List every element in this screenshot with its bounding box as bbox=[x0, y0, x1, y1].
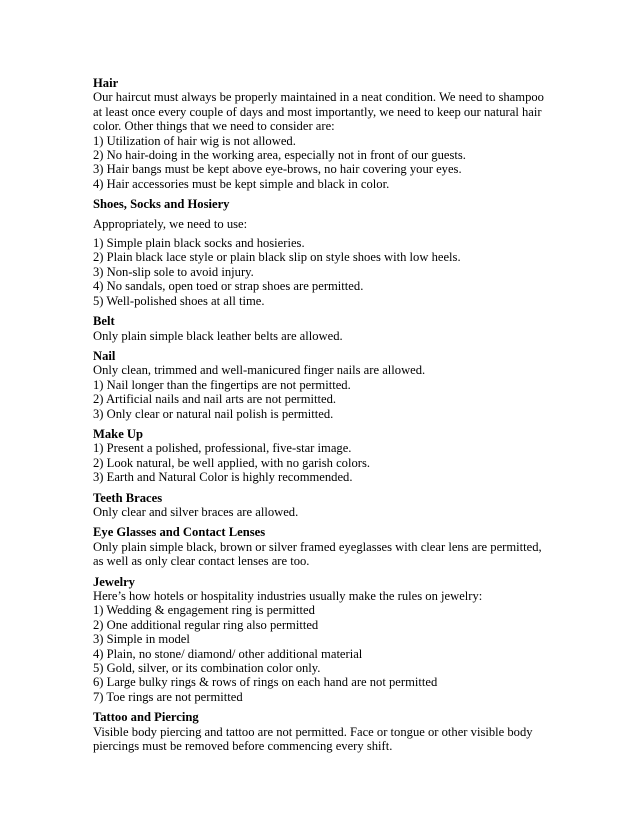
list-item: 3) Earth and Natural Color is highly recommended. bbox=[93, 470, 353, 485]
section-hair bbox=[93, 76, 550, 191]
section-heading: Nail bbox=[93, 348, 116, 363]
list-item: 1) Utilization of hair wig is not allowed. bbox=[93, 133, 296, 148]
paragraph-line: at least once every couple of days and most importantly, we need to keep our natural hair bbox=[93, 104, 542, 119]
list-item: 6) Large bulky rings & rows of rings on each hand are not permitted bbox=[93, 675, 438, 690]
paragraph-line: Appropriately, we need to use: bbox=[93, 216, 248, 231]
paragraph-line: Only clean, trimmed and well-manicured finger nails are allowed. bbox=[93, 363, 426, 378]
section-heading: Tattoo and Piercing bbox=[93, 710, 199, 725]
list-item: 5) Well-polished shoes at all time. bbox=[93, 293, 265, 308]
list-item: 1) Present a polished, professional, five-star image. bbox=[93, 441, 352, 456]
paragraph-line: Only plain simple black, brown or silver framed eyeglasses with clear lens are permitted, bbox=[93, 539, 542, 554]
list-item: 4) No sandals, open toed or strap shoes are permitted. bbox=[93, 279, 364, 294]
section-heading: Hair bbox=[93, 76, 119, 90]
section-paragraph bbox=[93, 725, 550, 754]
section-heading: Belt bbox=[93, 314, 115, 329]
list-item: 1) Wedding & engagement ring is permitted bbox=[93, 603, 315, 618]
section-heading: Shoes, Socks and Hosiery bbox=[93, 197, 230, 212]
section-paragraph bbox=[93, 90, 550, 133]
section-shoes bbox=[93, 197, 550, 308]
section-paragraph bbox=[93, 363, 550, 377]
list-item: 4) Hair accessories must be kept simple and black in color. bbox=[93, 176, 390, 191]
paragraph-line: Only plain simple black leather belts are allowed. bbox=[93, 328, 343, 343]
section-heading: Make Up bbox=[93, 426, 144, 441]
section-paragraph bbox=[93, 217, 550, 231]
list-item: 5) Gold, silver, or its combination color only. bbox=[93, 661, 321, 676]
rule-list bbox=[93, 236, 550, 308]
paragraph-line: Only clear and silver braces are allowed. bbox=[93, 504, 299, 519]
paragraph-line: Visible body piercing and tattoo are not permitted. Face or tongue or other visible body bbox=[93, 724, 533, 739]
section-eye-glasses bbox=[93, 525, 550, 568]
section-paragraph bbox=[93, 329, 550, 343]
list-item: 7) Toe rings are not permitted bbox=[93, 689, 243, 704]
rule-list bbox=[93, 134, 550, 192]
rule-list bbox=[93, 378, 550, 421]
rule-list bbox=[93, 603, 550, 704]
list-item: 2) No hair-doing in the working area, especially not in front of our guests. bbox=[93, 148, 466, 163]
section-heading: Teeth Braces bbox=[93, 490, 163, 505]
list-item: 2) Look natural, be well applied, with no garish colors. bbox=[93, 455, 370, 470]
list-item: 2) One additional regular ring also permitted bbox=[93, 617, 319, 632]
section-tattoo-piercing bbox=[93, 710, 550, 753]
list-item: 3) Non-slip sole to avoid injury. bbox=[93, 264, 254, 279]
list-item: 2) Artificial nails and nail arts are not permitted. bbox=[93, 392, 337, 407]
section-belt bbox=[93, 314, 550, 343]
section-heading: Jewelry bbox=[93, 574, 135, 589]
section-jewelry bbox=[93, 575, 550, 705]
paragraph-line: piercings must be removed before commencing every shift. bbox=[93, 739, 393, 754]
section-paragraph bbox=[93, 589, 550, 603]
section-make-up bbox=[93, 427, 550, 485]
list-item: 2) Plain black lace style or plain black slip on style shoes with low heels. bbox=[93, 250, 461, 265]
paragraph-line: as well as only clear contact lenses are too. bbox=[93, 554, 310, 569]
section-paragraph bbox=[93, 540, 550, 569]
section-nail bbox=[93, 349, 550, 421]
list-item: 1) Simple plain black socks and hosieries. bbox=[93, 236, 305, 251]
section-paragraph bbox=[93, 505, 550, 519]
section-teeth-braces bbox=[93, 491, 550, 520]
list-item: 3) Hair bangs must be kept above eye-brows, no hair covering your eyes. bbox=[93, 162, 462, 177]
section-heading: Eye Glasses and Contact Lenses bbox=[93, 525, 266, 540]
list-item: 4) Plain, no stone/ diamond/ other additional material bbox=[93, 646, 363, 661]
list-item: 3) Only clear or natural nail polish is permitted. bbox=[93, 406, 334, 421]
paragraph-line: color. Other things that we need to consider are: bbox=[93, 119, 335, 134]
list-item: 3) Simple in model bbox=[93, 632, 190, 647]
paragraph-line: Our haircut must always be properly maintained in a neat condition. We need to shampoo bbox=[93, 90, 544, 105]
rule-list bbox=[93, 441, 550, 484]
list-item: 1) Nail longer than the fingertips are not permitted. bbox=[93, 377, 351, 392]
paragraph-line: Here’s how hotels or hospitality industries usually make the rules on jewelry: bbox=[93, 589, 483, 603]
